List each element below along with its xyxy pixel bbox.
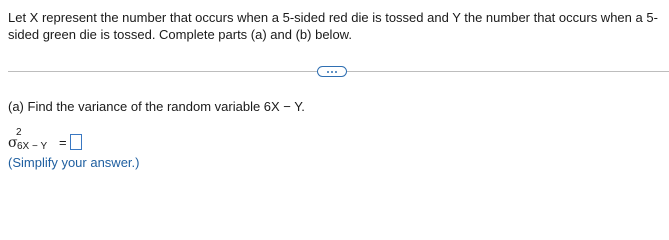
variance-answer-input[interactable] [70,134,82,150]
ellipsis-icon [331,71,333,73]
sigma-symbol: σ [8,135,18,151]
variance-superscript: 2 [16,127,22,138]
part-a-prompt: (a) Find the variance of the random variable 6X − Y. [8,99,305,114]
question-text: Let X represent the number that occurs when a 5-sided red die is tossed and Y the number that occurs when a 5-sided green die is tossed. Complete parts (a) and (b) below. [8,10,658,42]
ellipsis-icon [327,71,329,73]
variance-subscript: 6X − Y [17,141,48,152]
show-more-button[interactable] [317,66,347,77]
simplify-instruction: (Simplify your answer.) [8,155,140,170]
equals-sign: = [59,135,67,150]
ellipsis-icon [335,71,337,73]
